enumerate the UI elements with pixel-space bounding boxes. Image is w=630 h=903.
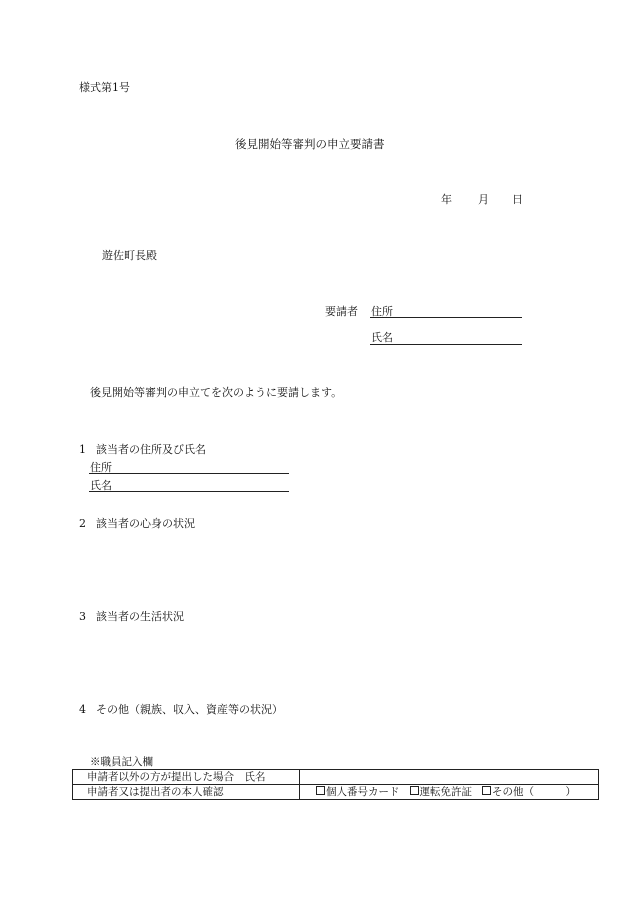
option-mynumber-card-label: 個人番号カード bbox=[326, 786, 400, 798]
checkbox-icon bbox=[410, 786, 419, 795]
requester-address-label: 住所 bbox=[371, 305, 393, 318]
requester-label: 要請者 bbox=[325, 305, 358, 318]
checkbox-other[interactable] bbox=[482, 786, 576, 798]
requester-name-field[interactable] bbox=[370, 344, 522, 345]
subject-name-label: 氏名 bbox=[90, 479, 112, 492]
table-row bbox=[73, 770, 599, 785]
staff-entry-table bbox=[72, 769, 599, 800]
proxy-submitter-name-field[interactable] bbox=[300, 770, 599, 785]
subject-name-field[interactable] bbox=[89, 491, 289, 492]
section-4-title: その他（親族、収入、資産等の状況） bbox=[96, 703, 283, 716]
checkbox-icon bbox=[316, 786, 325, 795]
checkbox-icon bbox=[482, 786, 491, 795]
staff-section-heading: ※職員記入欄 bbox=[90, 756, 153, 768]
requester-name-label: 氏名 bbox=[371, 331, 393, 344]
identity-check-label: 申請者又は提出者の本人確認 bbox=[73, 785, 300, 800]
form-number: 様式第1号 bbox=[79, 81, 130, 94]
option-drivers-license-label: 運転免許証 bbox=[419, 786, 472, 798]
recipient: 遊佐町長殿 bbox=[102, 249, 157, 262]
section-2-title: 該当者の心身の状況 bbox=[96, 517, 195, 530]
checkbox-drivers-license[interactable] bbox=[410, 786, 473, 798]
section-2-number: 2 bbox=[79, 517, 86, 530]
checkbox-mynumber-card[interactable] bbox=[316, 786, 400, 798]
proxy-submitter-label: 申請者以外の方が提出した場合 氏名 bbox=[73, 770, 300, 785]
subject-address-label: 住所 bbox=[90, 461, 112, 474]
date-month-label: 月 bbox=[478, 193, 489, 206]
section-4-number: 4 bbox=[79, 703, 86, 716]
section-3-title: 該当者の生活状況 bbox=[96, 610, 184, 623]
intro-text: 後見開始等審判の申立てを次のように要請します。 bbox=[90, 386, 343, 399]
section-1-number: 1 bbox=[79, 443, 86, 456]
option-other-label: その他（ ） bbox=[492, 786, 576, 798]
identity-check-options bbox=[300, 785, 599, 800]
date-year-label: 年 bbox=[441, 193, 452, 206]
section-3-number: 3 bbox=[79, 610, 86, 623]
document-title: 後見開始等審判の申立要請書 bbox=[235, 137, 385, 151]
table-row bbox=[73, 785, 599, 800]
section-1-title: 該当者の住所及び氏名 bbox=[96, 443, 206, 456]
subject-address-field[interactable] bbox=[89, 473, 289, 474]
date-day-label: 日 bbox=[512, 193, 523, 206]
requester-address-field[interactable] bbox=[370, 317, 522, 318]
